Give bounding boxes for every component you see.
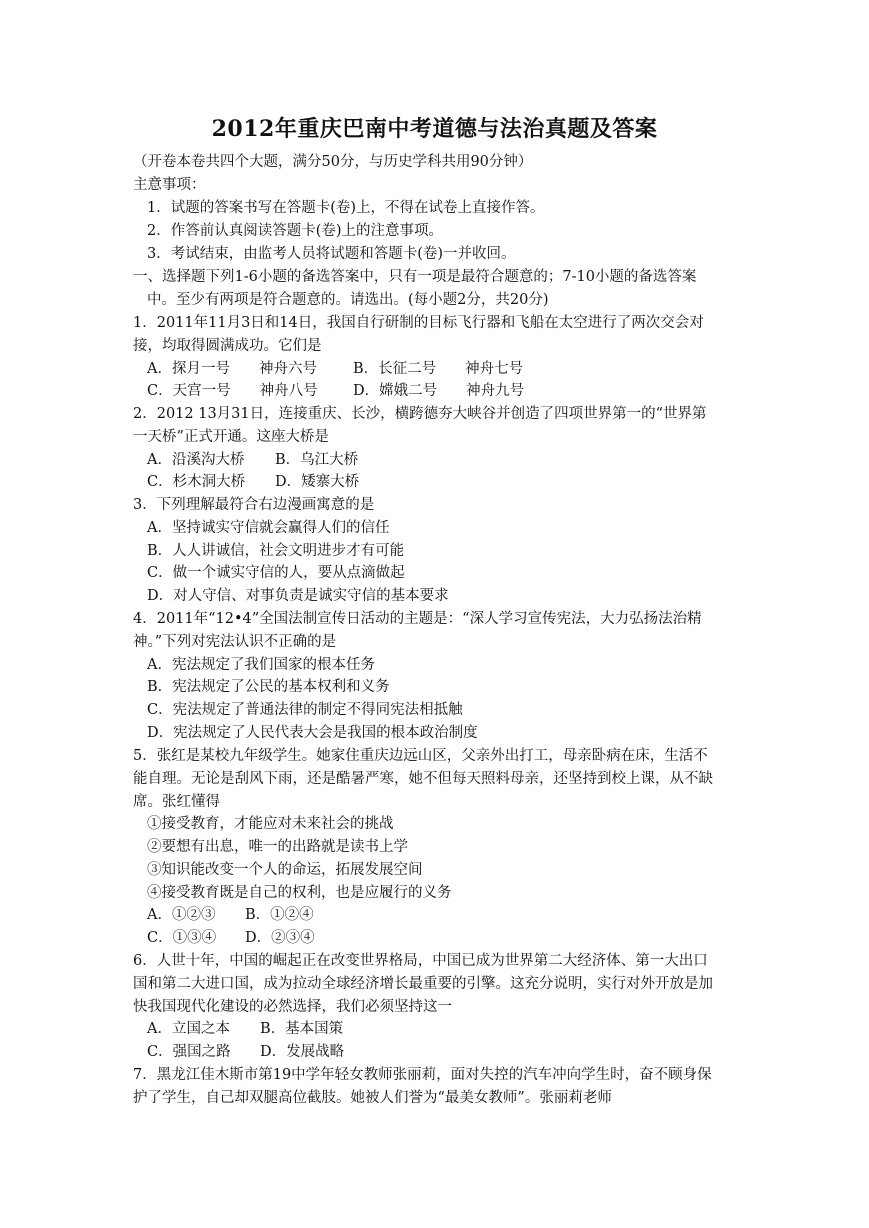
question-3-text: 3．下列理解最符合右边漫画寓意的是: [133, 497, 375, 513]
question-5-text-cont: 能自理。无论是刮风下雨，还是酷暑严寒，她不但每天照料母亲，还坚持到校上课，从不缺: [133, 771, 713, 787]
question-2-option-c: C．杉木洞大桥: [147, 474, 246, 490]
note-item: 3．考试结束，由监考人员将试题和答题卡(卷)一并收回。: [147, 246, 516, 262]
question-5-text: 5．张红是某校九年级学生。她家住重庆边远山区，父亲外出打工，母亲卧病在床，生活不: [133, 748, 708, 764]
question-1-option-c: C．天宫一号 神舟八号: [147, 383, 318, 399]
question-5-statement-2: ②要想有出息，唯一的出路就是读书上学: [147, 839, 408, 855]
question-5-option-c: C．①③④: [147, 930, 217, 946]
question-5-option-b: B．①②④: [245, 907, 314, 923]
question-1-option-a: A．探月一号 神舟六号: [147, 361, 317, 377]
notes-heading: 主意事项：: [133, 177, 206, 193]
question-5-statement-4: ④接受教育既是自己的权利，也是应履行的义务: [147, 885, 452, 901]
note-item: 1．试题的答案书写在答题卡(卷)上，不得在试卷上直接作答。: [147, 200, 545, 216]
question-6-option-d: D．发展战略: [260, 1044, 345, 1060]
question-2-option-d: D．矮寨大桥: [275, 474, 360, 490]
question-4-option-d: D．宪法规定了人民代表大会是我国的根本政治制度: [147, 725, 478, 741]
question-5-statement-1: ①接受教育，才能应对未来社会的挑战: [147, 816, 394, 832]
document-subtitle: （开卷本卷共四个大题，满分50分，与历史学科共用90分钟）: [133, 154, 533, 170]
question-3-option-b: B．人人讲诚信，社会文明进步才有可能: [147, 543, 405, 559]
question-6-option-b: B．基本国策: [260, 1021, 344, 1037]
question-4-text: 4．2011年“12•4”全国法制宣传日活动的主题是：“深人学习宣传宪法，大力弘扬法治精: [133, 611, 702, 627]
question-3-option-a: A．坚持诚实守信就会赢得人们的信任: [147, 520, 390, 536]
question-7-text: 7．黑龙江佳木斯市第19中学年轻女教师张丽莉，面对失控的汽车冲向学生时，奋不顾身保: [133, 1067, 712, 1083]
question-2-option-a: A．沿溪沟大桥: [147, 452, 245, 468]
question-1-text-cont: 接，均取得圆满成功。它们是: [133, 338, 322, 354]
document-title: 2012年重庆巴南中考道德与法治真题及答案: [211, 116, 658, 142]
question-6-text-cont: 快我国现代化建设的必然选择，我们必须坚持这一: [133, 999, 452, 1015]
question-6-option-a: A．立国之本: [147, 1021, 230, 1037]
question-5-option-d: D．②③④: [245, 930, 315, 946]
question-4-option-b: B．宪法规定了公民的基本权利和义务: [147, 679, 390, 695]
question-5-text-cont: 席。张红懂得: [133, 794, 220, 810]
question-5-statement-3: ③知识能改变一个人的命运，拓展发展空间: [147, 862, 423, 878]
question-2-text-cont: 一天桥”正式开通。这座大桥是: [133, 429, 329, 445]
question-4-option-a: A．宪法规定了我们国家的根本任务: [147, 657, 375, 673]
question-4-option-c: C．宪法规定了普通法律的制定不得同宪法相抵触: [147, 702, 463, 718]
note-item: 2．作答前认真阅读答题卡(卷)上的注意事项。: [147, 223, 444, 239]
question-5-option-a: A．①②③: [147, 907, 216, 923]
question-7-text-cont: 护了学生，自己却双腿高位截肢。她被人们誉为“最美女教师”。张丽莉老师: [133, 1090, 612, 1106]
question-1-option-d: D．嫦娥二号 神舟九号: [353, 383, 525, 399]
question-3-option-d: D．对人守信、对事负责是诚实守信的基本要求: [147, 588, 449, 604]
section-heading-cont: 中。至少有两项是符合题意的。请选出。(每小题2分，共20分): [147, 292, 549, 308]
question-6-option-c: C．强国之路: [147, 1044, 231, 1060]
question-2-option-b: B．乌江大桥: [275, 452, 359, 468]
question-1-text: 1．2011年11月3日和14日，我国自行研制的目标飞行器和飞船在太空进行了两次交会对: [133, 315, 704, 331]
question-1-option-b: B．长征二号 神舟七号: [353, 361, 524, 377]
question-2-text: 2．2012 13月31日，连接重庆、长沙，横跨德夯大峡谷并创造了四项世界第一的“世界第: [133, 406, 707, 422]
question-6-text-cont: 国和第二大进口国，成为拉动全球经济增长最重要的引擎。这充分说明，实行对外开放是加: [133, 976, 713, 992]
section-heading: 一、选择题下列1-6小题的备选答案中，只有一项是最符合题意的；7-10小题的备选答案: [133, 269, 697, 285]
question-4-text-cont: 神。”下列对宪法认识不正确的是: [133, 634, 337, 650]
question-6-text: 6．人世十年，中国的崛起正在改变世界格局，中国已成为世界第二大经济体、第一大出口: [133, 953, 708, 969]
question-3-option-c: C．做一个诚实守信的人，要从点滴做起: [147, 565, 405, 581]
